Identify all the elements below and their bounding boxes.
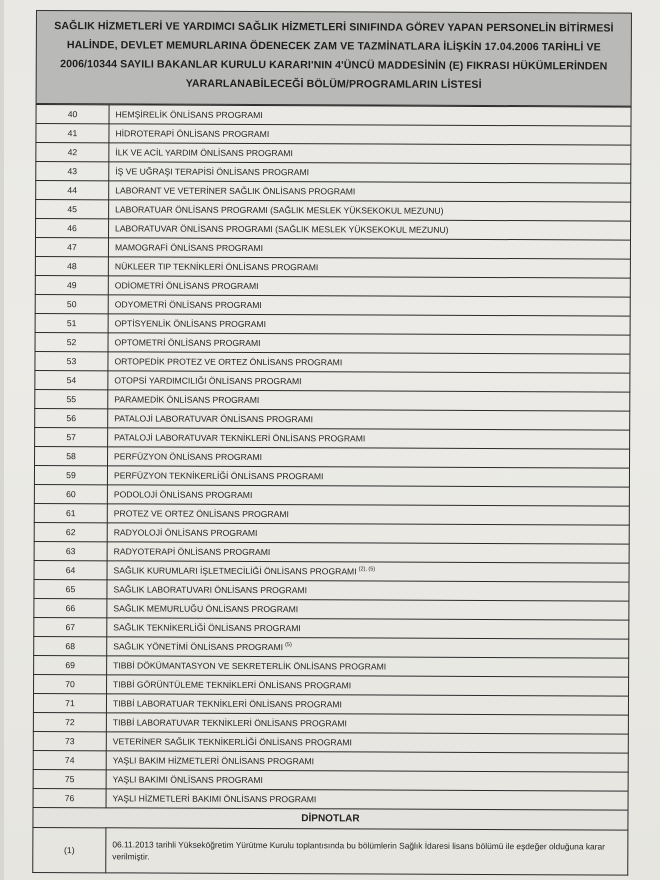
table-row bbox=[35, 332, 630, 354]
row-number: 62 bbox=[34, 522, 107, 541]
row-number: 44 bbox=[36, 181, 109, 200]
program-name-text: SAĞLIK KURUMLARI İŞLETMECİLİĞİ ÖNLİSANS PROGRAMI bbox=[113, 565, 357, 577]
program-name bbox=[108, 295, 630, 316]
footnote-number: (1) bbox=[33, 827, 106, 872]
table-row bbox=[34, 598, 629, 620]
table-row bbox=[35, 408, 630, 430]
program-name-text: PATALOJİ LABORATUVAR ÖNLİSANS PROGRAMI bbox=[114, 413, 314, 425]
program-name-text: PERFÜZYON ÖNLİSANS PROGRAMI bbox=[114, 451, 263, 462]
row-number: 48 bbox=[35, 256, 108, 275]
program-name bbox=[108, 409, 630, 430]
program-name bbox=[107, 466, 629, 487]
program-name bbox=[109, 105, 631, 126]
table-row bbox=[35, 389, 630, 411]
row-number: 68 bbox=[34, 636, 107, 655]
table-row bbox=[34, 465, 629, 487]
table-row bbox=[36, 200, 631, 222]
program-list-document bbox=[32, 10, 632, 876]
program-name bbox=[107, 542, 629, 563]
table-row bbox=[36, 124, 631, 146]
row-number: 58 bbox=[35, 446, 108, 465]
table-row bbox=[33, 788, 628, 810]
row-number: 45 bbox=[36, 200, 109, 219]
footnote-text: 06.11.2013 tarihli Yükseköğretim Yürütme Kurulu toplantısında bu bölümlerin Sağlık İdaresi lisans bölümü ile eşdeğer olduğuna karar verilmiştir. bbox=[106, 828, 628, 875]
row-number: 54 bbox=[35, 370, 108, 389]
program-name-text: SAĞLIK LABORATUVARI ÖNLİSANS PROGRAMI bbox=[113, 584, 308, 596]
program-name-text: İŞ VE UĞRAŞI TERAPİSİ ÖNLİSANS PROGRAMI bbox=[115, 166, 310, 178]
program-name-text: YAŞLI BAKIM HİZMETLERİ ÖNLİSANS PROGRAMI bbox=[112, 755, 315, 767]
program-name bbox=[108, 390, 630, 411]
program-name-text: MAMOGRAFİ ÖNLİSANS PROGRAMI bbox=[114, 242, 264, 253]
row-number: 63 bbox=[34, 541, 107, 560]
row-number: 72 bbox=[33, 712, 106, 731]
row-number: 51 bbox=[35, 313, 108, 332]
program-name-text: ODİOMETRİ ÖNLİSANS PROGRAMI bbox=[114, 280, 259, 291]
program-name bbox=[106, 732, 628, 753]
row-number: 76 bbox=[33, 788, 106, 807]
program-name-text: VETERİNER SAĞLIK TEKNİKERLİĞİ ÖNLİSANS PROGRAMI bbox=[112, 736, 352, 748]
table-row bbox=[36, 105, 631, 127]
program-name bbox=[109, 200, 631, 221]
program-name bbox=[108, 447, 630, 468]
table-row bbox=[35, 313, 630, 335]
header-line-3: 2006/10344 SAYILI BAKANLAR KURULU KARARI'NIN 4'ÜNCÜ MADDESİNİN (E) FIKRASI HÜKÜMLERİNDEN bbox=[60, 58, 608, 73]
program-name-text: PROTEZ VE ORTEZ ÖNLİSANS PROGRAMI bbox=[113, 508, 289, 520]
row-number: 73 bbox=[33, 731, 106, 750]
program-table bbox=[32, 104, 631, 876]
row-number: 49 bbox=[35, 275, 108, 294]
program-name bbox=[107, 504, 629, 525]
program-name-text: HEMŞİRELİK ÖNLİSANS PROGRAMI bbox=[115, 109, 263, 120]
program-name bbox=[108, 371, 630, 392]
table-row bbox=[34, 560, 629, 582]
table-row bbox=[34, 674, 629, 696]
program-name-text: İLK VE ACİL YARDIM ÖNLİSANS PROGRAMI bbox=[115, 147, 293, 159]
program-name-text: ORTOPEDİK PROTEZ VE ORTEZ ÖNLİSANS PROGRAMI bbox=[114, 356, 343, 368]
row-number: 53 bbox=[35, 351, 108, 370]
table-row bbox=[35, 351, 630, 373]
program-name-text: SAĞLIK MEMURLUĞU ÖNLİSANS PROGRAMI bbox=[113, 603, 299, 615]
table-row bbox=[33, 750, 628, 772]
program-name bbox=[106, 751, 628, 772]
program-name bbox=[107, 599, 629, 620]
row-number: 50 bbox=[35, 294, 108, 313]
program-name bbox=[107, 580, 629, 601]
table-row bbox=[34, 655, 629, 677]
table-row bbox=[35, 370, 630, 392]
row-number: 59 bbox=[34, 465, 107, 484]
program-name bbox=[106, 770, 628, 791]
program-name-text: ODYOMETRİ ÖNLİSANS PROGRAMI bbox=[114, 299, 262, 310]
table-row bbox=[35, 427, 630, 449]
program-name-text: TIBBİ LABORATUAR TEKNİKLERİ ÖNLİSANS PROGRAMI bbox=[112, 698, 342, 710]
document-page bbox=[4, 0, 660, 880]
program-name-text: OPTİSYENLİK ÖNLİSANS PROGRAMI bbox=[114, 318, 267, 330]
document-header bbox=[36, 10, 632, 107]
program-name bbox=[107, 675, 629, 696]
row-number: 74 bbox=[33, 750, 106, 769]
table-row bbox=[36, 162, 631, 184]
header-line-1: SAĞLIK HİZMETLERİ VE YARDIMCI SAĞLIK HİZMETLERİ SINIFINDA GÖREV YAPAN PERSONELİN BİTİRMESİ bbox=[54, 20, 614, 35]
program-name-text: PATALOJİ LABORATUVAR TEKNİKLERİ ÖNLİSANS PROGRAMI bbox=[114, 432, 366, 444]
table-row bbox=[33, 712, 628, 734]
table-row bbox=[34, 503, 629, 525]
row-number: 71 bbox=[33, 693, 106, 712]
program-name bbox=[106, 713, 628, 734]
row-number: 57 bbox=[35, 427, 108, 446]
program-name-text: OTOPSİ YARDIMCILIĞI ÖNLİSANS PROGRAMI bbox=[114, 375, 302, 387]
row-number: 42 bbox=[36, 143, 109, 162]
program-name bbox=[107, 618, 629, 639]
table-row bbox=[35, 446, 630, 468]
program-name-text: RADYOTERAPİ ÖNLİSANS PROGRAMI bbox=[113, 546, 271, 558]
row-number: 67 bbox=[34, 617, 107, 636]
program-name bbox=[107, 523, 629, 544]
program-name-text: RADYOLOJİ ÖNLİSANS PROGRAMI bbox=[113, 527, 258, 538]
program-name bbox=[108, 276, 630, 297]
program-name-text: SAĞLIK TEKNİKERLİĞİ ÖNLİSANS PROGRAMI bbox=[113, 622, 301, 634]
program-name bbox=[109, 219, 631, 240]
program-name-text: LABORATUAR ÖNLİSANS PROGRAMI (SAĞLIK MESLEK YÜKSEKOKUL MEZUNU) bbox=[115, 204, 444, 216]
row-number: 65 bbox=[34, 579, 107, 598]
table-row bbox=[33, 769, 628, 791]
program-name-text: OPTOMETRİ ÖNLİSANS PROGRAMI bbox=[114, 337, 261, 348]
row-number: 64 bbox=[34, 560, 107, 579]
table-row bbox=[35, 294, 630, 316]
program-name bbox=[109, 162, 631, 183]
table-row bbox=[34, 636, 629, 658]
program-name bbox=[109, 143, 631, 164]
row-number: 43 bbox=[36, 162, 109, 181]
table-row bbox=[34, 522, 629, 544]
table-row bbox=[34, 541, 629, 563]
row-number: 60 bbox=[34, 484, 107, 503]
program-name-text: TIBBİ LABORATUVAR TEKNİKLERİ ÖNLİSANS PROGRAMI bbox=[112, 717, 347, 729]
footnotes-title-row bbox=[33, 807, 628, 830]
program-name bbox=[108, 314, 630, 335]
program-name bbox=[107, 637, 629, 658]
table-row bbox=[33, 693, 628, 715]
program-name-text: TIBBİ DÖKÜMANTASYON VE SEKRETERLİK ÖNLİSANS PROGRAMI bbox=[113, 660, 387, 672]
row-number: 41 bbox=[36, 124, 109, 143]
program-name bbox=[108, 257, 630, 278]
header-line-2: HALİNDE, DEVLET MEMURLARINA ÖDENECEK ZAM VE TAZMİNATLARA İLİŞKİN 17.04.2006 TARİHLİ VE bbox=[66, 39, 601, 54]
program-name bbox=[108, 238, 630, 259]
row-number: 46 bbox=[36, 219, 109, 238]
program-name bbox=[106, 694, 628, 715]
program-name-text: LABORANT VE VETERİNER SAĞLIK ÖNLİSANS PROGRAMI bbox=[115, 185, 356, 197]
program-name-text: HİDROTERAPİ ÖNLİSANS PROGRAMI bbox=[115, 128, 270, 140]
program-name bbox=[108, 352, 630, 373]
program-name-text: TIBBİ GÖRÜNTÜLEME TEKNİKLERİ ÖNLİSANS PROGRAMI bbox=[113, 679, 352, 691]
table-row bbox=[34, 484, 629, 506]
header-line-4: YARARLANABİLECEĞİ BÖLÜM/PROGRAMLARIN LİSTESİ bbox=[185, 77, 482, 91]
program-name-text: SAĞLIK YÖNETİMİ ÖNLİSANS PROGRAMI bbox=[113, 641, 284, 653]
table-row bbox=[34, 617, 629, 639]
table-row bbox=[35, 256, 630, 278]
table-row bbox=[35, 238, 630, 260]
row-number: 75 bbox=[33, 769, 106, 788]
table-row bbox=[36, 181, 631, 203]
row-number: 61 bbox=[34, 503, 107, 522]
program-name bbox=[109, 181, 631, 202]
program-name bbox=[107, 485, 629, 506]
program-name bbox=[107, 561, 629, 582]
program-name-text: PARAMEDİK ÖNLİSANS PROGRAMI bbox=[114, 394, 260, 405]
footnote-reference: (5) bbox=[285, 642, 292, 649]
row-number: 52 bbox=[35, 332, 108, 351]
row-number: 55 bbox=[35, 389, 108, 408]
footnotes-title: DİPNOTLAR bbox=[33, 807, 628, 830]
program-name-text: YAŞLI BAKIMI ÖNLİSANS PROGRAMI bbox=[112, 774, 263, 785]
program-name bbox=[107, 656, 629, 677]
table-row bbox=[36, 219, 631, 241]
row-number: 69 bbox=[34, 655, 107, 674]
program-name bbox=[108, 428, 630, 449]
table-row bbox=[36, 143, 631, 165]
program-name-text: PODOLOJİ ÖNLİSANS PROGRAMI bbox=[113, 489, 253, 500]
program-name bbox=[106, 789, 628, 810]
row-number: 56 bbox=[35, 408, 108, 427]
table-row bbox=[35, 275, 630, 297]
program-name bbox=[109, 124, 631, 145]
program-name-text: PERFÜZYON TEKNİKERLİĞİ ÖNLİSANS PROGRAMI bbox=[113, 470, 324, 482]
program-name-text: NÜKLEER TIP TEKNİKLERİ ÖNLİSANS PROGRAMI bbox=[114, 261, 319, 273]
row-number: 40 bbox=[36, 105, 109, 124]
program-name-text: LABORATUVAR ÖNLİSANS PROGRAMI (SAĞLIK MESLEK YÜKSEKOKUL MEZUNU) bbox=[115, 223, 449, 235]
program-name-text: YAŞLI HİZMETLERİ BAKIMI ÖNLİSANS PROGRAMI bbox=[112, 793, 317, 805]
footnote-row bbox=[33, 827, 628, 875]
row-number: 66 bbox=[34, 598, 107, 617]
row-number: 47 bbox=[35, 238, 108, 257]
program-name bbox=[108, 333, 630, 354]
row-number: 70 bbox=[34, 674, 107, 693]
footnote-reference: (2), (5) bbox=[358, 566, 376, 573]
table-row bbox=[34, 579, 629, 601]
table-row bbox=[33, 731, 628, 753]
